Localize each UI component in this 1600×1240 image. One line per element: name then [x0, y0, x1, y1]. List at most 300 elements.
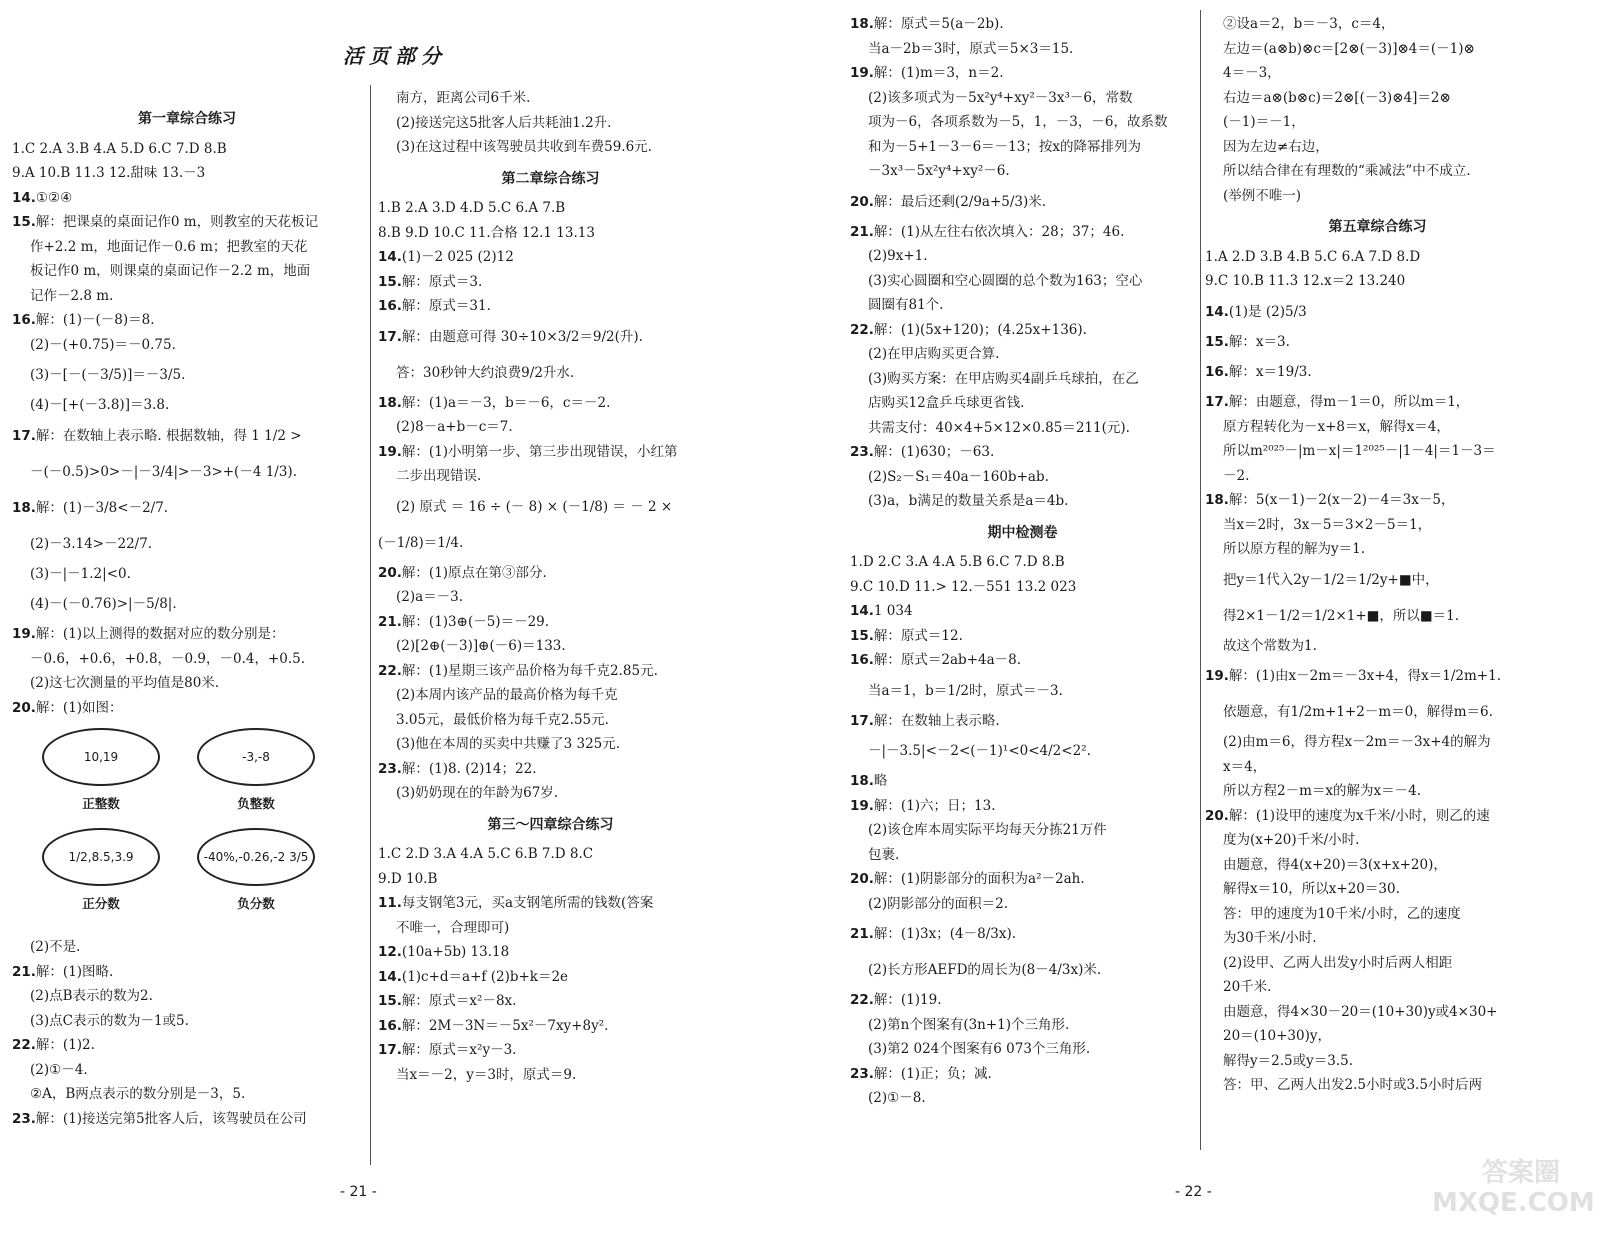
- answer-item: [850, 440, 1195, 465]
- answer-item: [850, 599, 1195, 624]
- answer-item: [378, 1014, 723, 1039]
- answer-text: 解：(1)从左往右依次填入：28；37；46.: [873, 223, 1125, 240]
- answer-text: 圆圈有81个.: [868, 297, 944, 313]
- answer-line: [850, 843, 1195, 868]
- answer-line: [1205, 513, 1550, 538]
- question-number: 18.: [850, 16, 874, 32]
- answer-text: 所以原方程的解为y＝1.: [1223, 541, 1366, 557]
- answer-line: [1205, 951, 1550, 976]
- question-number: 18.: [12, 499, 36, 516]
- answer-text: 解：x＝3.: [1228, 333, 1290, 350]
- answer-line: [12, 935, 362, 960]
- answer-text: 1.C 2.D 3.A 4.A 5.C 6.B 7.D 8.C: [378, 846, 594, 862]
- set-label: 正整数: [82, 796, 120, 811]
- question-number: 21.: [850, 223, 874, 240]
- column-2: [378, 86, 723, 1087]
- answer-item: [378, 940, 723, 965]
- answer-text: (10a+5b) 13.18: [401, 944, 510, 960]
- answer-text: (2)①－4.: [30, 1061, 88, 1078]
- answer-line: [1205, 159, 1550, 184]
- question-number: 17.: [1205, 394, 1229, 410]
- answer-line: [1205, 562, 1550, 598]
- answer-text: 解：(1)星期三该产品价格为每千克2.85元.: [401, 662, 658, 679]
- answer-item: [1205, 488, 1550, 513]
- answer-text: 解：在数轴上表示略.: [873, 712, 1000, 729]
- answer-line: [850, 673, 1195, 709]
- answer-text: 解：(1)阴影部分的面积为a²－2ah.: [873, 871, 1085, 887]
- answer-item: [378, 245, 723, 270]
- answer-line: [12, 454, 362, 490]
- answer-item: [1205, 269, 1550, 294]
- answer-item: [850, 61, 1195, 86]
- answer-text: 9.C 10.B 11.3 12.x＝2 13.240: [1205, 273, 1406, 289]
- answer-text: 解：(1)如图：: [35, 699, 123, 716]
- answer-text: 答：甲的速度为10千米/小时，乙的速度: [1223, 905, 1461, 922]
- answer-line: [850, 733, 1195, 769]
- answer-text: (2)－3.14>－22/7.: [30, 535, 153, 552]
- question-number: 19.: [378, 443, 402, 460]
- answer-text: 1.A 2.D 3.B 4.B 5.C 6.A 7.D 8.D: [1205, 248, 1421, 265]
- answer-item: [12, 137, 362, 162]
- answer-text: 解得x＝10，所以x+20＝30.: [1223, 881, 1400, 897]
- answer-text: (2)8－a+b－c＝7.: [396, 419, 513, 435]
- page-title: 活页部分: [343, 44, 447, 68]
- answer-line: [1205, 1024, 1550, 1049]
- answer-item: [378, 891, 723, 916]
- answer-item: [378, 842, 723, 867]
- answer-line: [1205, 779, 1550, 804]
- answer-text: 解：原式＝31.: [401, 298, 491, 314]
- answer-text: (举例不唯一): [1223, 187, 1302, 204]
- question-number: 14.: [850, 603, 874, 619]
- answer-text: 解：2M－3N＝－5x²－7xy+8y².: [401, 1017, 609, 1034]
- answer-text: 解：由题意，得m－1＝0，所以m＝1，: [1228, 394, 1470, 410]
- answer-item: [850, 794, 1195, 819]
- answer-item: [378, 270, 723, 295]
- answer-item: [850, 550, 1195, 575]
- answer-text: 所以m²⁰²⁵－|m－x|＝1²⁰²⁵－|1－4|＝1－3＝: [1223, 443, 1496, 459]
- answer-text: 9.D 10.B: [378, 870, 438, 887]
- question-number: 14.: [12, 189, 36, 206]
- answer-text: 左边＝(a⊗b)⊗c＝[2⊗(－3)]⊗4＝(－1)⊗: [1223, 40, 1475, 57]
- answer-text: 9.C 10.D 11.> 12.－551 13.2 023: [850, 578, 1077, 595]
- answer-line: [850, 342, 1195, 367]
- answer-text: 解：(1)由x－2m＝－3x+4，得x＝1/2m+1.: [1228, 668, 1501, 684]
- answer-item: [1205, 245, 1550, 270]
- answer-line: [1205, 439, 1550, 464]
- answer-line: [378, 489, 723, 525]
- answer-text: －3x³－5x²y⁴+xy²－6.: [868, 163, 1010, 179]
- answer-line: [1205, 828, 1550, 853]
- answer-text: 得2×1－1/2＝1/2×1+■，所以■＝1.: [1223, 607, 1460, 624]
- page-number-left: - 21 -: [340, 1184, 377, 1200]
- answer-line: [1205, 975, 1550, 1000]
- answer-item: [378, 1038, 723, 1063]
- answer-text: ①②④: [35, 189, 73, 206]
- answer-item: [378, 440, 723, 465]
- answer-text: －0.6，+0.6，+0.8，－0.9，－0.4，+0.5.: [30, 650, 306, 667]
- question-number: 17.: [378, 328, 402, 345]
- answer-line: [378, 732, 723, 757]
- answer-text: 二步出现错误.: [396, 468, 482, 484]
- answer-text: 店购买12盒乒乓球更省钱.: [868, 395, 1025, 411]
- answer-line: [1205, 537, 1550, 562]
- question-number: 17.: [378, 1042, 402, 1058]
- answer-text: 右边＝a⊗(b⊗c)＝2⊗[(－3)⊗4]＝2⊗: [1223, 89, 1451, 106]
- answer-text: ②A，B两点表示的数分别是－3，5.: [30, 1086, 246, 1102]
- answer-text: 由题意，得4×30－20＝(10+30)y或4×30+: [1223, 1003, 1498, 1020]
- answer-line: [1205, 694, 1550, 730]
- answer-line: [12, 357, 362, 393]
- answer-line: [378, 415, 723, 440]
- answer-item: [378, 757, 723, 782]
- answer-line: [12, 562, 362, 587]
- answer-text: 解：(1)设甲的速度为x千米/小时，则乙的速: [1228, 807, 1490, 824]
- answer-line: [12, 526, 362, 562]
- answer-item: [378, 965, 723, 990]
- answer-text: 解：(1)正；负；减.: [873, 1065, 992, 1082]
- answer-line: [1205, 755, 1550, 780]
- answer-item: [378, 221, 723, 246]
- answer-text: (2) 原式 ＝ 16 ÷ (－ 8) × (－1/8) ＝ － 2 ×: [396, 498, 673, 515]
- answer-text: 故这个常数为1.: [1223, 637, 1317, 654]
- question-number: 16.: [1205, 364, 1229, 380]
- answer-text: (2)设甲、乙两人出发y小时后两人相距: [1223, 954, 1453, 971]
- answer-text: 和为－5+1－3－6＝－13；按x的降幂排列为: [868, 138, 1141, 155]
- question-number: 17.: [850, 712, 874, 729]
- answer-text: 作+2.2 m，地面记作－0.6 m；把教室的天花: [30, 238, 308, 255]
- answer-line: [1205, 37, 1550, 62]
- answer-text: 解：原式＝5(a－2b).: [873, 16, 1004, 32]
- answer-text: 20＝(10+30)y，: [1223, 1028, 1332, 1044]
- answer-text: (2)该仓库本周实际平均每天分拣21万件: [868, 822, 1107, 838]
- answer-line: [1205, 61, 1550, 86]
- answer-text: －|－3.5|<－2<(－1)¹<0<4/2<2².: [868, 743, 1091, 759]
- answer-text: 共需支付：40×4+5×12×0.85＝211(元).: [868, 419, 1130, 436]
- answer-text: 解：原式＝2ab+4a－8.: [873, 652, 1022, 668]
- answer-text: x＝4，: [1223, 758, 1267, 775]
- answer-line: [850, 489, 1195, 514]
- answer-text: 4＝－3，: [1223, 65, 1281, 81]
- question-number: 15.: [12, 214, 36, 230]
- question-number: 21.: [378, 613, 402, 630]
- answer-text: 每支钢笔3元，买a支钢笔所需的钱数(答案: [401, 895, 654, 911]
- question-number: 21.: [12, 963, 36, 980]
- question-number: 19.: [850, 797, 874, 814]
- answer-item: [850, 12, 1195, 37]
- page-number-right: - 22 -: [1175, 1184, 1212, 1200]
- question-number: 15.: [1205, 333, 1229, 350]
- answer-text: (2)接送完这5批客人后共耗油1.2升.: [396, 114, 612, 131]
- question-number: 23.: [12, 1110, 36, 1127]
- answer-item: [378, 989, 723, 1014]
- answer-text: (－1)＝－1，: [1223, 114, 1305, 130]
- answer-text: (3)点C表示的数为－1或5.: [30, 1012, 189, 1029]
- answer-text: (－1/8)＝1/4.: [378, 534, 464, 551]
- answer-item: [850, 624, 1195, 649]
- answer-text: (3)实心圆圈和空心圆圈的总个数为163；空心: [868, 272, 1143, 289]
- answer-item: [850, 988, 1195, 1013]
- answer-line: [12, 259, 362, 284]
- answer-text: (2)①－8.: [868, 1090, 926, 1106]
- number-classification-diagram: [12, 720, 362, 935]
- question-number: 22.: [378, 662, 402, 679]
- answer-text: 解：把课桌的桌面记作0 m，则教室的天花板记: [35, 214, 319, 230]
- answer-line: [850, 892, 1195, 917]
- answer-item: [1205, 294, 1550, 330]
- question-number: 15.: [378, 273, 402, 290]
- question-number: 22.: [850, 321, 874, 338]
- answer-text: (2)9x+1.: [868, 248, 928, 264]
- answer-line: [1205, 877, 1550, 902]
- answer-item: [12, 186, 362, 211]
- page-right: [850, 0, 1600, 1240]
- answer-text: (3)在这过程中该驾驶员共收到车费59.6元.: [396, 139, 652, 155]
- answer-item: [1205, 330, 1550, 355]
- answer-item: [12, 418, 362, 454]
- answer-line: [850, 37, 1195, 62]
- answer-line: [850, 244, 1195, 269]
- answer-text: 包裹.: [868, 846, 900, 863]
- question-number: 20.: [1205, 807, 1229, 824]
- set-oval: 10,19: [42, 728, 160, 786]
- answer-item: [378, 391, 723, 416]
- answer-item: [12, 161, 362, 186]
- watermark-bottom: MXQE.COM: [1432, 1188, 1595, 1218]
- answer-item: [850, 220, 1195, 245]
- answer-line: [1205, 464, 1550, 489]
- question-number: 15.: [850, 627, 874, 644]
- answer-text: 20千米.: [1223, 979, 1272, 995]
- answer-item: [378, 196, 723, 221]
- answer-text: 解：(1)2.: [35, 1037, 95, 1053]
- answer-line: [1205, 1073, 1550, 1098]
- answer-text: 解：(1)小明第一步、第三步出现错误，小红第: [401, 443, 678, 460]
- answer-line: [378, 585, 723, 610]
- answer-text: 略: [873, 773, 888, 789]
- section-heading: 第三～四章综合练习: [487, 816, 614, 833]
- answer-line: [850, 1037, 1195, 1062]
- column-4: [1205, 12, 1550, 1098]
- answer-line: [1205, 184, 1550, 209]
- answer-text: (3)奶奶现在的年龄为67岁.: [396, 785, 559, 801]
- watermark-top: 答案圈: [1482, 1158, 1561, 1188]
- answer-text: (4)－(－0.76)>|－5/8|.: [30, 596, 177, 612]
- page-left: [0, 0, 790, 1240]
- column-1: [12, 100, 362, 1131]
- answer-text: (2)点B表示的数为2.: [30, 988, 153, 1004]
- answer-line: [12, 647, 362, 672]
- answer-text: 把y＝1代入2y－1/2＝1/2y+■中，: [1223, 571, 1439, 588]
- answer-text: (2)－(+0.75)＝－0.75.: [30, 336, 176, 353]
- column-divider: [1200, 10, 1201, 1150]
- answer-line: [850, 952, 1195, 988]
- section-heading: 第一章综合练习: [138, 111, 236, 127]
- answer-item: [12, 960, 362, 985]
- answer-text: 板记作0 m，则课桌的桌面记作－2.2 m，地面: [30, 263, 311, 279]
- answer-line: [850, 269, 1195, 294]
- answer-line: [850, 465, 1195, 490]
- answer-text: ②设a＝2，b＝－3，c＝4，: [1223, 16, 1395, 32]
- answer-text: 解：原式＝x²y－3.: [401, 1042, 517, 1058]
- answer-line: [1205, 135, 1550, 160]
- answer-line: [12, 1082, 362, 1107]
- answer-line: [378, 781, 723, 806]
- answer-item: [12, 1107, 362, 1132]
- answer-text: (1)－2 025 (2)12: [401, 249, 514, 265]
- answer-text: 解：(1)－3/8<－2/7.: [35, 499, 169, 516]
- answer-text: 解：最后还剩(2/9a+5/3)米.: [873, 193, 1047, 210]
- answer-item: [378, 659, 723, 684]
- question-number: 22.: [850, 992, 874, 1008]
- answer-text: (1)c+d＝a+f (2)b+k＝2e: [401, 968, 569, 985]
- set-oval: -40%,-0.26,-2 3/5: [197, 828, 315, 886]
- answer-item: [378, 561, 723, 586]
- answer-line: [850, 159, 1195, 184]
- answer-text: 解：(1)图略.: [35, 963, 114, 980]
- question-number: 23.: [378, 760, 402, 777]
- answer-text: 解：(1)3x；(4－8/3x).: [873, 926, 1017, 942]
- answer-line: [1205, 110, 1550, 135]
- question-number: 20.: [12, 699, 36, 716]
- question-number: 16.: [378, 1017, 402, 1034]
- section-heading: 期中检测卷: [987, 524, 1058, 541]
- answer-text: 解得y＝2.5或y＝3.5.: [1223, 1052, 1353, 1069]
- answer-item: [12, 490, 362, 526]
- answer-line: [378, 634, 723, 659]
- question-number: 14.: [378, 249, 402, 265]
- answer-text: (4)－[+(－3.8)]＝3.8.: [30, 397, 170, 413]
- question-number: 19.: [850, 65, 874, 81]
- answer-text: (2)该多项式为－5x²y⁴+xy²－3x³－6，常数: [868, 89, 1133, 106]
- answer-item: [850, 867, 1195, 892]
- answer-item: [12, 622, 362, 647]
- section-heading: 第二章综合练习: [501, 170, 600, 187]
- answer-line: [850, 367, 1195, 392]
- answer-text: 解：(1)m＝3，n＝2.: [873, 65, 1004, 81]
- answer-item: [850, 709, 1195, 734]
- question-number: 21.: [850, 926, 874, 942]
- answer-text: 依题意，有1/2m+1+2－m＝0，解得m＝6.: [1223, 704, 1493, 720]
- answer-text: 解：(1)a＝－3，b＝－6，c＝－2.: [401, 394, 611, 411]
- set-label: 正分数: [82, 896, 120, 911]
- answer-line: [850, 86, 1195, 111]
- answer-line: [1205, 634, 1550, 659]
- answer-line: [12, 235, 362, 260]
- answer-line: [378, 916, 723, 941]
- answer-item: [850, 769, 1195, 794]
- answer-text: 9.A 10.B 11.3 12.甜味 13.－3: [12, 165, 206, 181]
- answer-line: [850, 818, 1195, 843]
- answer-text: (2)这七次测量的平均值是80米.: [30, 675, 220, 691]
- answer-item: [1205, 804, 1550, 829]
- answer-text: 解：(1)3⊕(－5)＝－29.: [401, 613, 550, 630]
- question-number: 17.: [12, 427, 36, 444]
- answer-text: 1.C 2.A 3.B 4.A 5.D 6.C 7.D 8.B: [12, 140, 227, 157]
- answer-text: 8.B 9.D 10.C 11.合格 12.1 13.13: [378, 224, 595, 241]
- question-number: 23.: [850, 1065, 874, 1082]
- answer-line: [12, 984, 362, 1009]
- answer-text: 记作－2.8 m.: [30, 287, 114, 304]
- answer-text: 解：原式＝x²－8x.: [401, 993, 517, 1009]
- answer-line: [850, 293, 1195, 318]
- answer-line: [1205, 598, 1550, 634]
- answer-line: [1205, 86, 1550, 111]
- answer-line: [1205, 1000, 1550, 1025]
- answer-item: [12, 210, 362, 235]
- answer-line: [12, 393, 362, 418]
- answer-text: (2)第n个图案有(3n+1)个三角形.: [868, 1016, 1070, 1033]
- answer-text: (1)是 (2)5/3: [1228, 303, 1307, 320]
- answer-item: [12, 696, 362, 721]
- answer-line: [378, 86, 723, 111]
- question-number: 16.: [12, 312, 36, 328]
- answer-line: [1205, 12, 1550, 37]
- answer-text: (2)长方形AEFD的周长为(8－4/3x)米.: [868, 962, 1102, 978]
- answer-item: [1205, 354, 1550, 390]
- answer-text: (2)[2⊕(－3)]⊕(－6)＝133.: [396, 638, 566, 654]
- answer-line: [850, 416, 1195, 441]
- answer-text: 不唯一，合理即可): [396, 919, 510, 936]
- question-number: 20.: [850, 193, 874, 210]
- question-number: 16.: [850, 652, 874, 668]
- set-label: 负分数: [237, 896, 275, 911]
- answer-item: [378, 319, 723, 355]
- question-number: 18.: [378, 394, 402, 411]
- answer-text: 解：(1)六；日；13.: [873, 797, 996, 814]
- answer-text: 3.05元，最低价格为每千克2.55元.: [396, 711, 609, 728]
- answer-text: 原方程转化为－x+8＝x，解得x＝4，: [1223, 418, 1450, 435]
- answer-text: (3)a，b满足的数量关系是a＝4b.: [868, 493, 1069, 509]
- question-number: 15.: [378, 993, 402, 1009]
- question-number: 23.: [850, 444, 874, 460]
- answer-item: [378, 294, 723, 319]
- answer-text: 解：(1)8. (2)14；22.: [401, 760, 537, 777]
- answer-line: [12, 1009, 362, 1034]
- answer-text: 1.B 2.A 3.D 4.D 5.C 6.A 7.B: [378, 200, 566, 216]
- answer-text: 为30千米/小时.: [1223, 930, 1317, 946]
- question-number: 22.: [12, 1037, 36, 1053]
- answer-line: [378, 708, 723, 733]
- answer-text: (3)购买方案：在甲店购买4副乒乓球拍，在乙: [868, 370, 1139, 387]
- answer-text: 解：原式＝12.: [873, 627, 963, 644]
- question-number: 18.: [850, 773, 874, 789]
- answer-line: [12, 1058, 362, 1083]
- answer-text: (2)a＝－3.: [396, 589, 464, 605]
- answer-text: 解：5(x－1)－2(x－2)－4＝3x－5，: [1228, 492, 1455, 508]
- question-number: 20.: [378, 564, 402, 581]
- answer-text: 当x＝2时，3x－5＝3×2－5＝1，: [1223, 516, 1432, 533]
- watermark-logo: [1412, 1152, 1595, 1222]
- answer-item: [850, 1062, 1195, 1087]
- answer-line: [378, 683, 723, 708]
- answer-text: 解：(1)接送完第5批客人后，该驾驶员在公司: [35, 1110, 307, 1127]
- answer-line: [378, 464, 723, 489]
- answer-text: (3)他在本周的买卖中共赚了3 325元.: [396, 736, 621, 752]
- column-3: [850, 12, 1195, 1111]
- answer-text: 解：(1)19.: [873, 992, 942, 1008]
- question-number: 20.: [850, 871, 874, 887]
- answer-line: [850, 135, 1195, 160]
- answer-line: [1205, 902, 1550, 927]
- answer-line: [850, 1086, 1195, 1111]
- answer-text: 解：(1)630；－63.: [873, 444, 995, 460]
- answer-text: 所以方程2－m＝x的解为x＝－4.: [1223, 783, 1421, 799]
- answer-line: [1205, 926, 1550, 951]
- answer-line: [1205, 415, 1550, 440]
- answer-text: (2)在甲店购买更合算.: [868, 346, 1000, 362]
- set-oval: -3,-8: [197, 728, 315, 786]
